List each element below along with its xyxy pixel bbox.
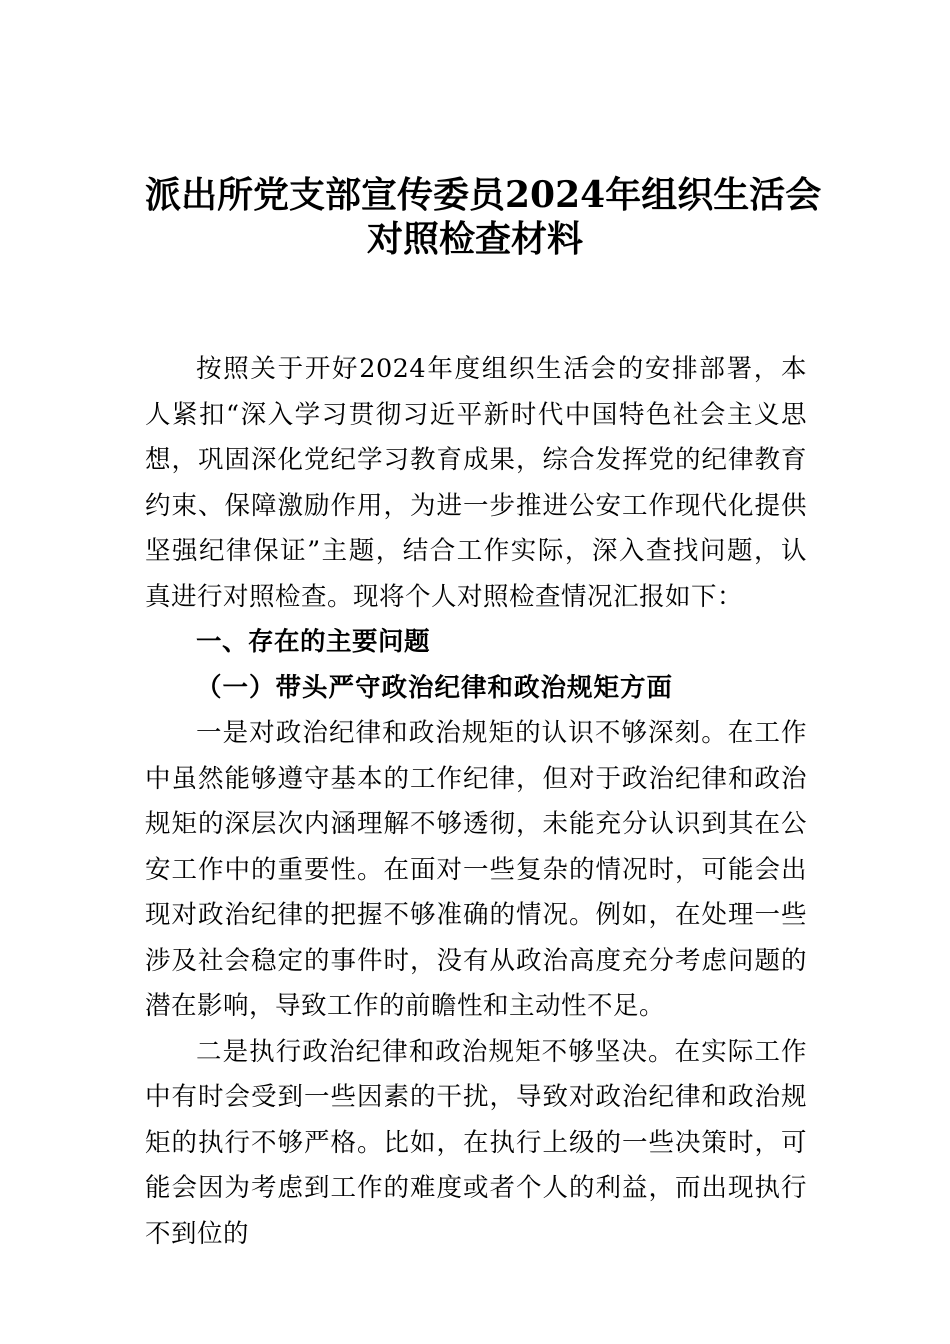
document-body — [145, 347, 807, 1257]
intro-paragraph: 按照关于开好2024年度组织生活会的安排部署，本人紧扣“深入学习贯彻习近平新时代中国特色社会主义思想，巩固深化党纪学习教育成果，综合发挥党的纪律教育约束、保障激励作用，为进一步推进公安工作现代化提供坚强纪律保证”主题，结合工作实际，深入查找问题，认真进行对照检查。现将个人对照检查情况汇报如下： — [145, 354, 807, 612]
body-paragraph-2: 二是执行政治纪律和政治规矩不够坚决。在实际工作中有时会受到一些因素的干扰，导致对政治纪律和政治规矩的执行不够严格。比如，在执行上级的一些决策时，可能会因为考虑到工作的难度或者个人的利益，而出现执行不到位的 — [145, 1036, 807, 1249]
document-title-line-1: 派出所党支部宣传委员2024年组织生活会 — [145, 174, 822, 216]
subsection-heading-political-discipline: （一）带头严守政治纪律和政治规矩方面 — [196, 672, 674, 703]
document-title-line-2: 对照检查材料 — [366, 218, 583, 260]
body-paragraph-1: 一是对政治纪律和政治规矩的认识不够深刻。在工作中虽然能够遵守基本的工作纪律，但对于政治纪律和政治规矩的深层次内涵理解不够透彻，未能充分认识到其在公安工作中的重要性。在面对一些复杂的情况时，可能会出现对政治纪律的把握不够准确的情况。例如，在处理一些涉及社会稳定的事件时，没有从政治高度充分考虑问题的潜在影响，导致工作的前瞻性和主动性不足。 — [145, 718, 807, 1021]
section-heading-problems: 一、存在的主要问题 — [196, 627, 431, 657]
